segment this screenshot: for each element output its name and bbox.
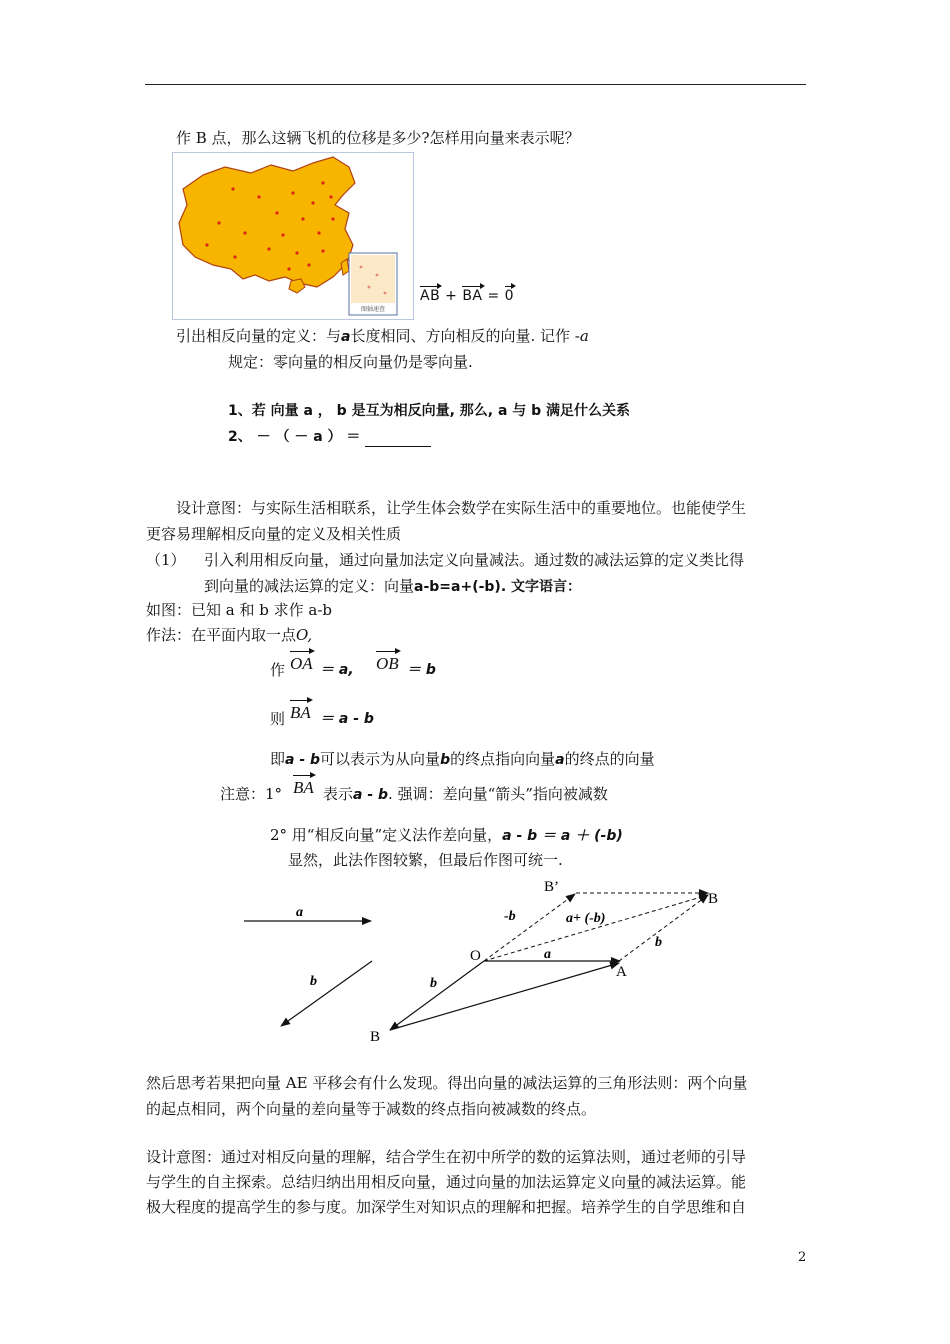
vector-a-plus-neg-b-dashed: [484, 895, 708, 961]
given-line: 如图：已知 a 和 b 求作 a-b: [146, 601, 332, 619]
design-intent-2-line-1: 设计意图：通过对相反向量的理解，结合学生在初中所学的数的运算法则，通过老师的引导: [146, 1148, 747, 1166]
note-3-line: 显然，此法作图较繁，但最后作图可统一.: [288, 851, 563, 869]
method-line: 作法：在平面内取一点O,: [146, 626, 313, 644]
after-line-1: 然后思考若果把向量 AE 平移会有什么发现。得出向量的减法运算的三角形法则：两个向量: [146, 1074, 748, 1092]
design-intent-2-line-3: 极大程度的提高学生的参与度。加深学生对知识点的理解和把握。培养学生的自学思维和自: [146, 1198, 747, 1216]
design-intent-1-line-1: 设计意图：与实际生活相联系，让学生体会数学在实际生活中的重要地位。也能使学生: [176, 499, 747, 517]
label-b: b: [310, 974, 317, 989]
label-b-right: b: [655, 935, 662, 950]
label-b-left: b: [430, 976, 437, 991]
label-O: O: [470, 948, 481, 964]
after-line-2: 的起点相同，两个向量的差向量等于减数的终点指向被减数的终点。: [146, 1100, 597, 1118]
map-inset-caption: 图轴速查: [360, 307, 386, 313]
note-2-line: 2° 用“相反向量”定义法作差向量，a - b ＝ a ＋ (-b): [270, 826, 623, 844]
vector-OB: OB: [376, 654, 399, 673]
vector-BA: BA: [290, 703, 311, 722]
design-intent-1-line-2: 更容易理解相反向量的定义及相关性质: [146, 525, 402, 543]
item-1-line-1: 引入利用相反向量，通过向量加法定义向量减法。通过数的减法运算的定义类比得: [204, 551, 745, 569]
label-A: A: [616, 964, 627, 980]
label-a-middle: a: [544, 947, 551, 962]
label-a-plus-neg-b: a+ (-b): [566, 911, 606, 926]
eq-b: ＝ b: [407, 662, 436, 678]
ji-line: 即a - b可以表示为从向量b的终点指向向量a的终点的向量: [270, 750, 655, 768]
label-B-bottom: B: [370, 1029, 381, 1045]
eq-a-minus-b: ＝ a - b: [320, 711, 374, 727]
intro-line: 作 B 点，那么这辆飞机的位移是多少?怎样用向量来表示呢？: [176, 129, 580, 147]
vector-OA: OA: [290, 654, 313, 673]
vector-OB-arrow: [390, 961, 484, 1030]
vector-BA-arrow: [390, 963, 619, 1030]
question-1: 1、若 向量 a ， b 是互为相反向量, 那么, a 与 b 满足什么关系: [228, 403, 631, 419]
label-neg-b: -b: [504, 909, 516, 924]
rule-line: 规定：零向量的相反向量仍是零向量.: [228, 353, 473, 371]
question-2: 2、 － （ － a ） ＝: [228, 427, 431, 447]
dashed-A-to-B: [619, 895, 708, 961]
note-1-text: 表示a - b. 强调：差向量“箭头”指向被减数: [323, 785, 608, 803]
step-zuo-label: 作: [270, 661, 286, 679]
vector-BA-note: BA: [293, 778, 314, 797]
page-number: 2: [798, 1250, 807, 1265]
vector-neg-b-dashed: [484, 894, 575, 961]
label-B-top: B: [708, 891, 719, 907]
label-B-prime: B’: [544, 879, 559, 895]
item-1-number: （1）: [146, 551, 186, 569]
eq-a: ＝ a,: [320, 662, 354, 678]
note-label: 注意：1°: [220, 785, 283, 803]
step-ze-label: 则: [270, 710, 286, 728]
item-1-line-2: 到向量的减法运算的定义：向量a-b=a+(-b). 文字语言：: [204, 577, 582, 595]
design-intent-2-line-2: 与学生的自主探索。总结归纳出用相反向量，通过向量的加法运算定义向量的减法运算。能: [146, 1173, 747, 1191]
definition-line: 引出相反向量的定义：与a长度相同、方向相反的向量. 记作 -a: [176, 327, 589, 345]
map-equation: AB + BA = 0: [420, 288, 515, 304]
vector-b-arrow: [281, 961, 372, 1026]
label-a: a: [296, 905, 303, 920]
